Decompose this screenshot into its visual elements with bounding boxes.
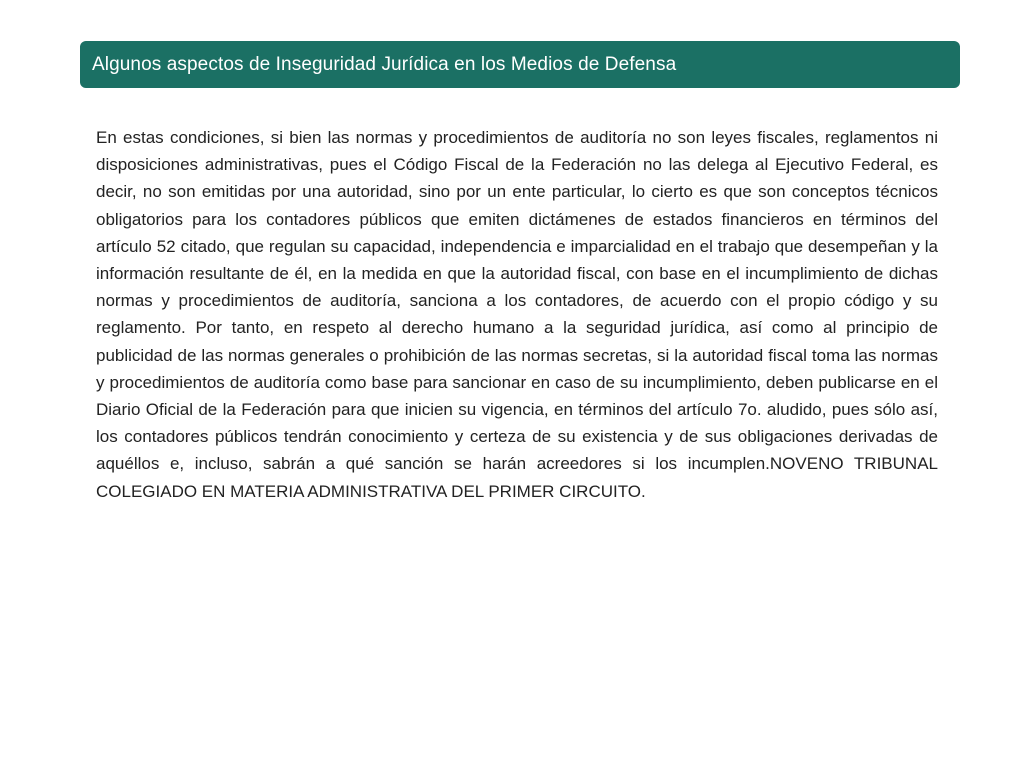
slide-title: Algunos aspectos de Inseguridad Jurídica en los Medios de Defensa [92, 53, 677, 75]
slide-title-bar [80, 41, 960, 88]
slide-body-paragraph: En estas condiciones, si bien las normas y procedimientos de auditoría no son leyes fiscales, reglamentos ni disposiciones administrativas, pues el Código Fiscal de la Federación no las delega al Ejecutivo Federal, es decir, no son emitidas por una autoridad, sino por un ente particular, lo cierto es que son conceptos técnicos obligatorios para los contadores públicos que emiten dictámenes de estados financieros en términos del artículo 52 citado, que regulan su capacidad, independencia e imparcialidad en el trabajo que desempeñan y la información resultante de él, en la medida en que la autoridad fiscal, con base en el incumplimiento de dichas normas y procedimientos de auditoría, sanciona a los contadores, de acuerdo con el propio código y su reglamento. Por tanto, en respeto al derecho humano a la seguridad jurídica, así como al principio de publicidad de las normas generales o prohibición de las normas secretas, si la autoridad fiscal toma las normas y procedimientos de auditoría como base para sancionar en caso de su incumplimiento, deben publicarse en el Diario Oficial de la Federación para que inicien su vigencia, en términos del artículo 7o. aludido, pues sólo así, los contadores públicos tendrán conocimiento y certeza de su existencia y de sus obligaciones derivadas de aquéllos e, incluso, sabrán a qué sanción se harán acreedores si los incumplen.NOVENO TRIBUNAL COLEGIADO EN MATERIA ADMINISTRATIVA DEL PRIMER CIRCUITO. [96, 128, 938, 501]
